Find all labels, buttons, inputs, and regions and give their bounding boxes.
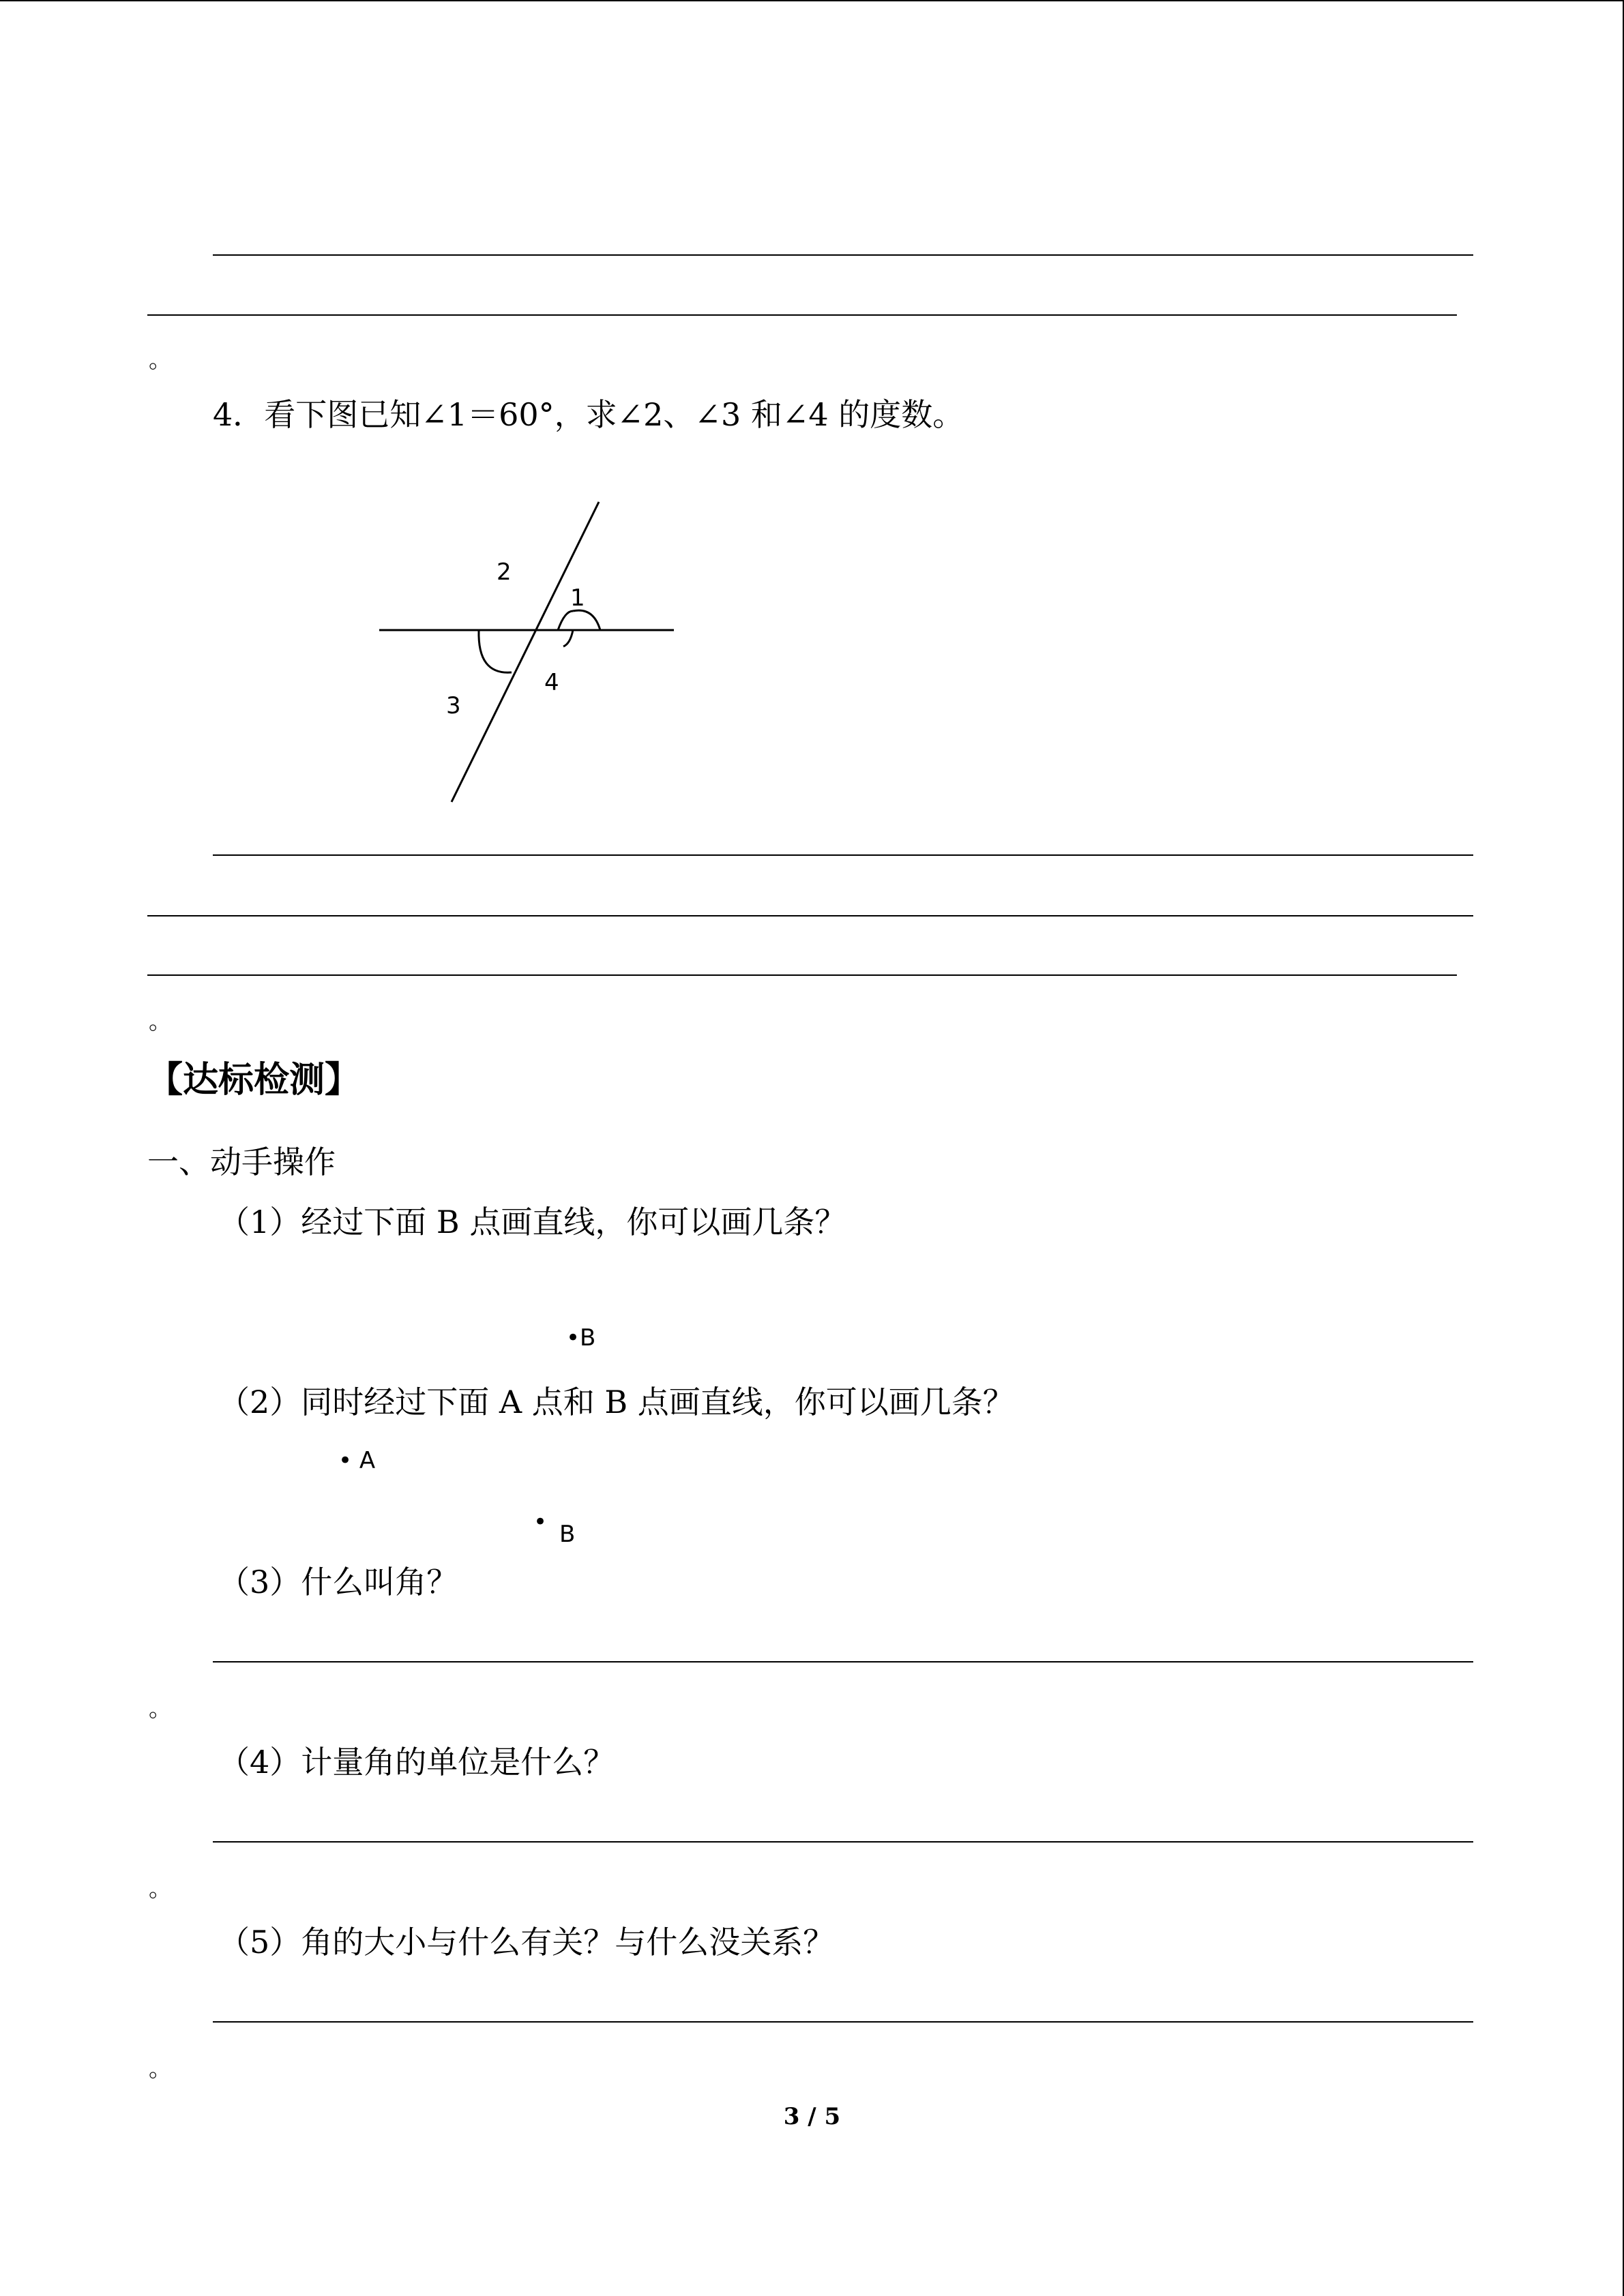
period-mark: 。 <box>149 2055 172 2083</box>
angle-1-arc <box>573 610 600 630</box>
answer-line <box>147 314 1457 316</box>
slanted-line <box>452 502 599 802</box>
question-5-text: （5）角的大小与什么有关？与什么没关系？ <box>218 1924 835 1960</box>
angle-3-arc <box>479 630 512 672</box>
point-a-label: A <box>359 1447 376 1474</box>
question-3-text: （3）什么叫角？ <box>218 1564 458 1600</box>
answer-line <box>213 254 1473 256</box>
angle-label-4: 4 <box>544 669 559 696</box>
period-mark: 。 <box>149 346 172 374</box>
question-1-text: （1）经过下面 B 点画直线，你可以画几条？ <box>218 1204 846 1240</box>
point-b-dot: • <box>533 1508 548 1536</box>
question-2-text: （2）同时经过下面 A 点和 B 点画直线，你可以画几条？ <box>218 1384 1014 1420</box>
answer-line <box>147 974 1457 976</box>
point-b-label-2: B <box>559 1521 576 1548</box>
angle-label-1: 1 <box>570 584 585 612</box>
point-a-dot: • <box>338 1447 353 1474</box>
period-mark: 。 <box>149 1008 172 1035</box>
question-4-text: 4．看下图已知∠1＝60°，求∠2、∠3 和∠4 的度数。 <box>213 396 964 433</box>
answer-line <box>213 1661 1473 1663</box>
part-one-title: 一、动手操作 <box>147 1144 336 1180</box>
point-b-label: •B <box>566 1324 596 1352</box>
question-4b-text: （4）计量角的单位是什么？ <box>218 1744 615 1780</box>
page-number: 3 / 5 <box>783 2103 841 2130</box>
angle-4-arc <box>563 630 573 646</box>
section-title: 【达标检测】 <box>147 1059 361 1101</box>
answer-line <box>213 854 1473 856</box>
period-mark: 。 <box>149 1875 172 1903</box>
answer-line <box>213 1841 1473 1843</box>
answer-line <box>147 915 1473 916</box>
answer-line <box>213 2021 1473 2023</box>
intersecting-lines-figure <box>368 491 696 811</box>
angle-label-3: 3 <box>446 692 461 719</box>
angle-label-2: 2 <box>497 558 512 586</box>
period-mark: 。 <box>149 1695 172 1723</box>
point-a <box>338 1447 375 1474</box>
page-border-top <box>0 0 1624 1</box>
angle-2-arc <box>558 611 573 630</box>
